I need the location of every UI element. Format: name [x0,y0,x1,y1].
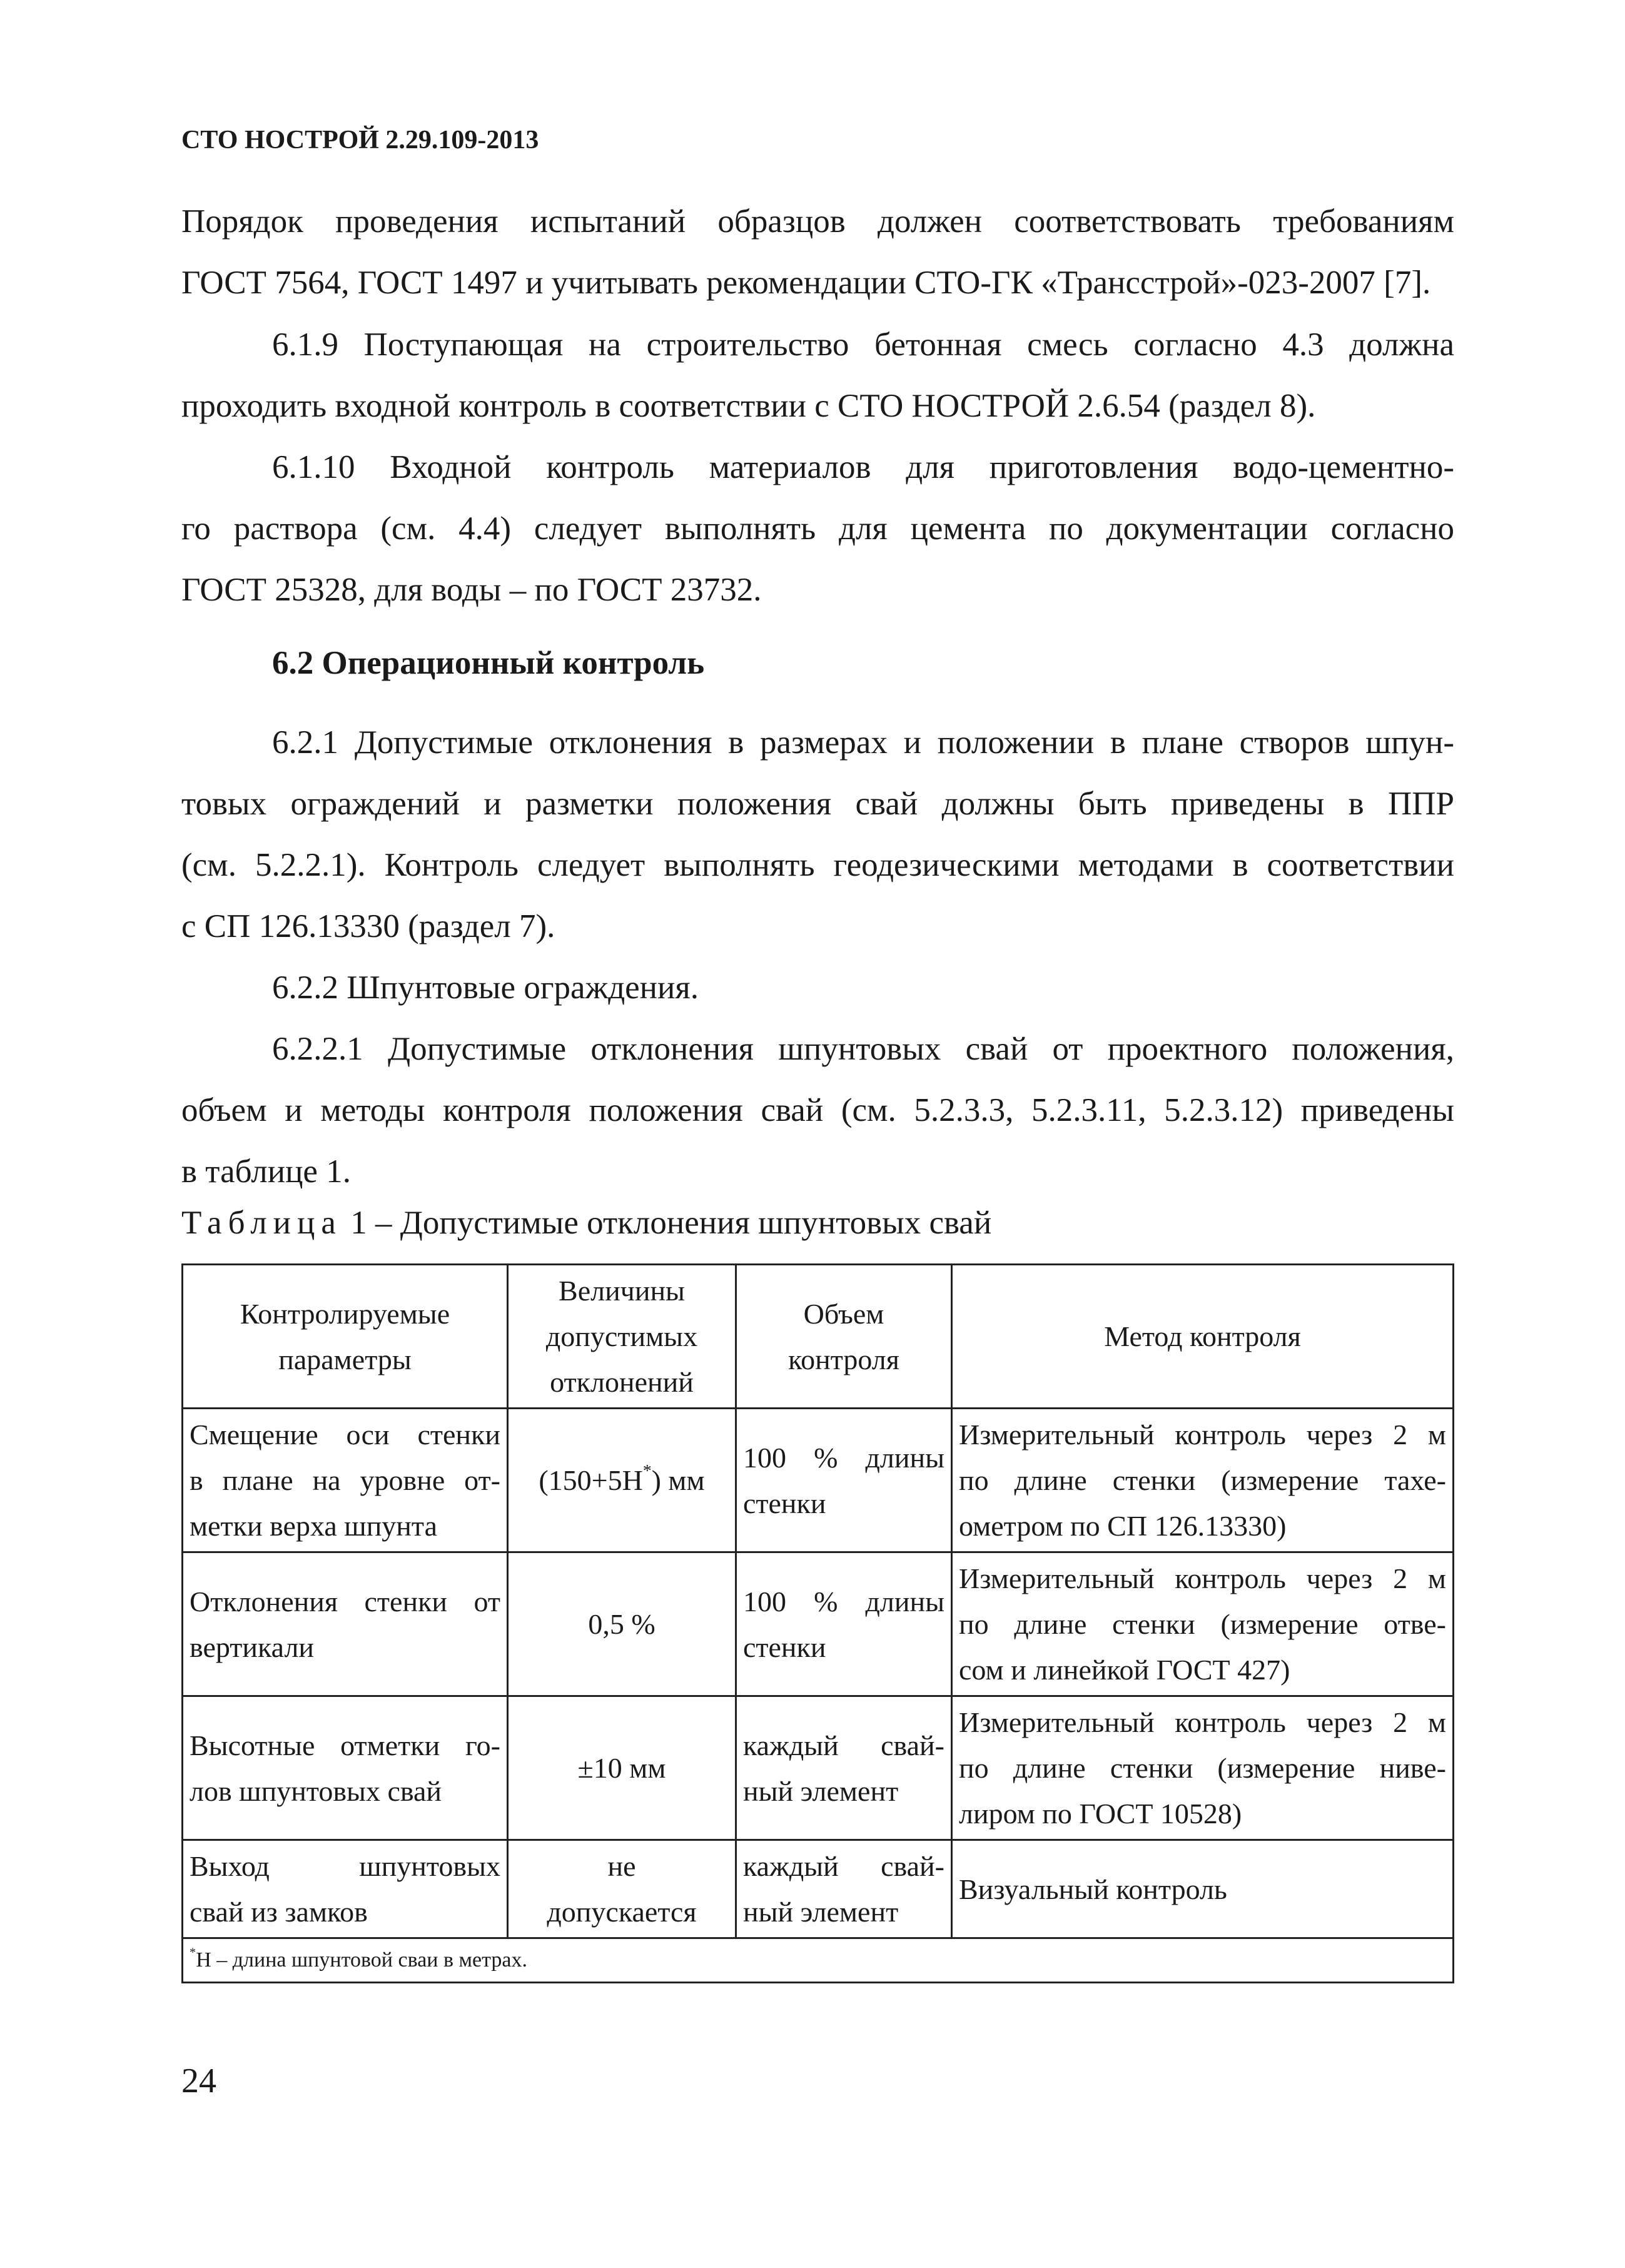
cell-tolerance [508,1840,736,1938]
cell-text: лов шпунтовых свай [190,1774,442,1807]
cell-volume [736,1696,952,1840]
text-line: 6.1.10 Входной контроль материалов для приготовления водо-цементно- [272,449,1454,485]
header-text: параметры [278,1343,412,1375]
section-heading-6-2: 6.2 Операционный контроль [272,645,705,681]
text-line: проходить входной контроль в соответствии с СТО НОСТРОЙ 2.6.54 (раздел 8). [181,388,1316,424]
header-text: Объем [803,1297,884,1330]
cell-text: не [607,1850,636,1882]
footnote-marker: * [642,1460,652,1480]
cell-volume [736,1840,952,1938]
text-line: Порядок проведения испытаний образцов должен соответствовать требованиям [181,203,1454,240]
cell-text: лиром по ГОСТ 10528) [959,1798,1242,1830]
footnote-text: Н – длина шпунтовой сваи в метрах. [196,1948,528,1972]
header-text: Метод контроля [1104,1320,1301,1352]
cell-text: Измерительный контроль через 2 м [959,1706,1446,1738]
cell-text: Отклонения стенки от [190,1585,500,1617]
table-caption [181,1204,991,1242]
cell-text: стенки [743,1487,826,1519]
paragraph-6-2-2 [181,957,1454,1018]
header-text: отклонений [550,1366,694,1398]
cell-text: каждый свай- [743,1729,944,1761]
header-text: Контролируемые [240,1297,450,1330]
cell-text: сом и линейкой ГОСТ 427) [959,1654,1290,1686]
cell-volume [736,1552,952,1696]
cell-text: метки верха шпунта [190,1510,438,1542]
paragraph-6-2-2-1 [181,1018,1454,1202]
table-caption-word: Таблица [181,1205,342,1241]
cell-text: Высотные отметки го- [190,1729,500,1761]
cell-text: Смещение оси стенки [190,1419,500,1450]
cell-text: ный элемент [743,1896,899,1928]
cell-text: по длине стенки (измерение отве- [959,1608,1446,1640]
cell-method [952,1840,1454,1938]
header-cell-volume [736,1265,952,1409]
cell-text: (150+5Н [539,1464,643,1496]
deviation-table [181,1263,1454,1983]
cell-text: допускается [547,1896,697,1928]
header-text: Величины [559,1275,685,1307]
page-number: 24 [181,2062,216,2100]
table-row [183,1696,1454,1840]
table-caption-text: 1 – Допустимые отклонения шпунтовых свай [342,1205,992,1241]
text-line: объем и методы контроля положения свай (см. 5.2.3.3, 5.2.3.11, 5.2.3.12) приведены [181,1092,1454,1128]
footnote-marker: * [190,1945,196,1960]
header-text: допустимых [545,1320,698,1352]
text-line: товых ограждений и разметки положения свай должны быть приведены в ППР [181,786,1454,822]
text-line: го раствора (см. 4.4) следует выполнять для цемента по документации согласно [181,510,1454,547]
text-line: ГОСТ 25328, для воды – по ГОСТ 23732. [181,572,762,608]
cell-text: по длине стенки (измерение ниве- [959,1752,1446,1784]
cell-text: 100 % длины [743,1441,944,1474]
text-line: (см. 5.2.2.1). Контроль следует выполнять геодезическими методами в соответствии [181,847,1454,883]
cell-parameter [183,1696,508,1840]
table-footnote [183,1938,1454,1983]
cell-parameter [183,1840,508,1938]
cell-text: Визуальный контроль [959,1873,1227,1905]
cell-text: 100 % длины [743,1585,944,1617]
text-line: ГОСТ 7564, ГОСТ 1497 и учитывать рекомендации СТО-ГК «Трансстрой»-023-2007 [7]. [181,265,1431,301]
cell-tolerance: 0,5 % [508,1552,736,1696]
paragraph-6-1-9 [181,314,1454,437]
cell-text: свай из замков [190,1896,368,1928]
cell-text: ) мм [651,1464,705,1496]
cell-text: ный элемент [743,1774,899,1807]
text-line: 6.1.9 Поступающая на строительство бетонная смесь согласно 4.3 должна [272,327,1454,363]
table-row [183,1552,1454,1696]
cell-tolerance: ±10 мм [508,1696,736,1840]
cell-text: Измерительный контроль через 2 м [959,1419,1446,1450]
cell-text: Выход шпунтовых [190,1850,500,1882]
header-text: контроля [788,1343,899,1375]
cell-method [952,1552,1454,1696]
table-row [183,1409,1454,1552]
cell-tolerance [508,1409,736,1552]
paragraph-test-procedure [181,191,1454,313]
header-cell-tolerances [508,1265,736,1409]
document-code-header: СТО НОСТРОЙ 2.29.109-2013 [181,126,539,154]
text-line: 6.2.2 Шпунтовые ограждения. [272,969,699,1006]
text-line: 6.2.2.1 Допустимые отклонения шпунтовых свай от проектного положения, [272,1031,1454,1067]
cell-text: ометром по СП 126.13330) [959,1510,1287,1542]
cell-method [952,1409,1454,1552]
table-footnote-row [183,1938,1454,1983]
cell-text: вертикали [190,1631,315,1663]
cell-method [952,1696,1454,1840]
cell-text: по длине стенки (измерение тахе- [959,1464,1446,1496]
cell-parameter [183,1409,508,1552]
cell-text: Измерительный контроль через 2 м [959,1562,1446,1594]
text-line: с СП 126.13330 (раздел 7). [181,908,555,944]
paragraph-6-1-10 [181,437,1454,620]
text-line: в таблице 1. [181,1153,351,1190]
paragraph-6-2-1 [181,712,1454,957]
text-line: 6.2.1 Допустимые отклонения в размерах и положении в плане створов шпун- [272,724,1454,761]
table-header-row [183,1265,1454,1409]
cell-text: каждый свай- [743,1850,944,1882]
table-row [183,1840,1454,1938]
cell-parameter [183,1552,508,1696]
cell-text: стенки [743,1631,826,1663]
header-cell-parameters [183,1265,508,1409]
cell-volume [736,1409,952,1552]
cell-text: в плане на уровне от- [190,1464,500,1496]
header-cell-method [952,1265,1454,1409]
